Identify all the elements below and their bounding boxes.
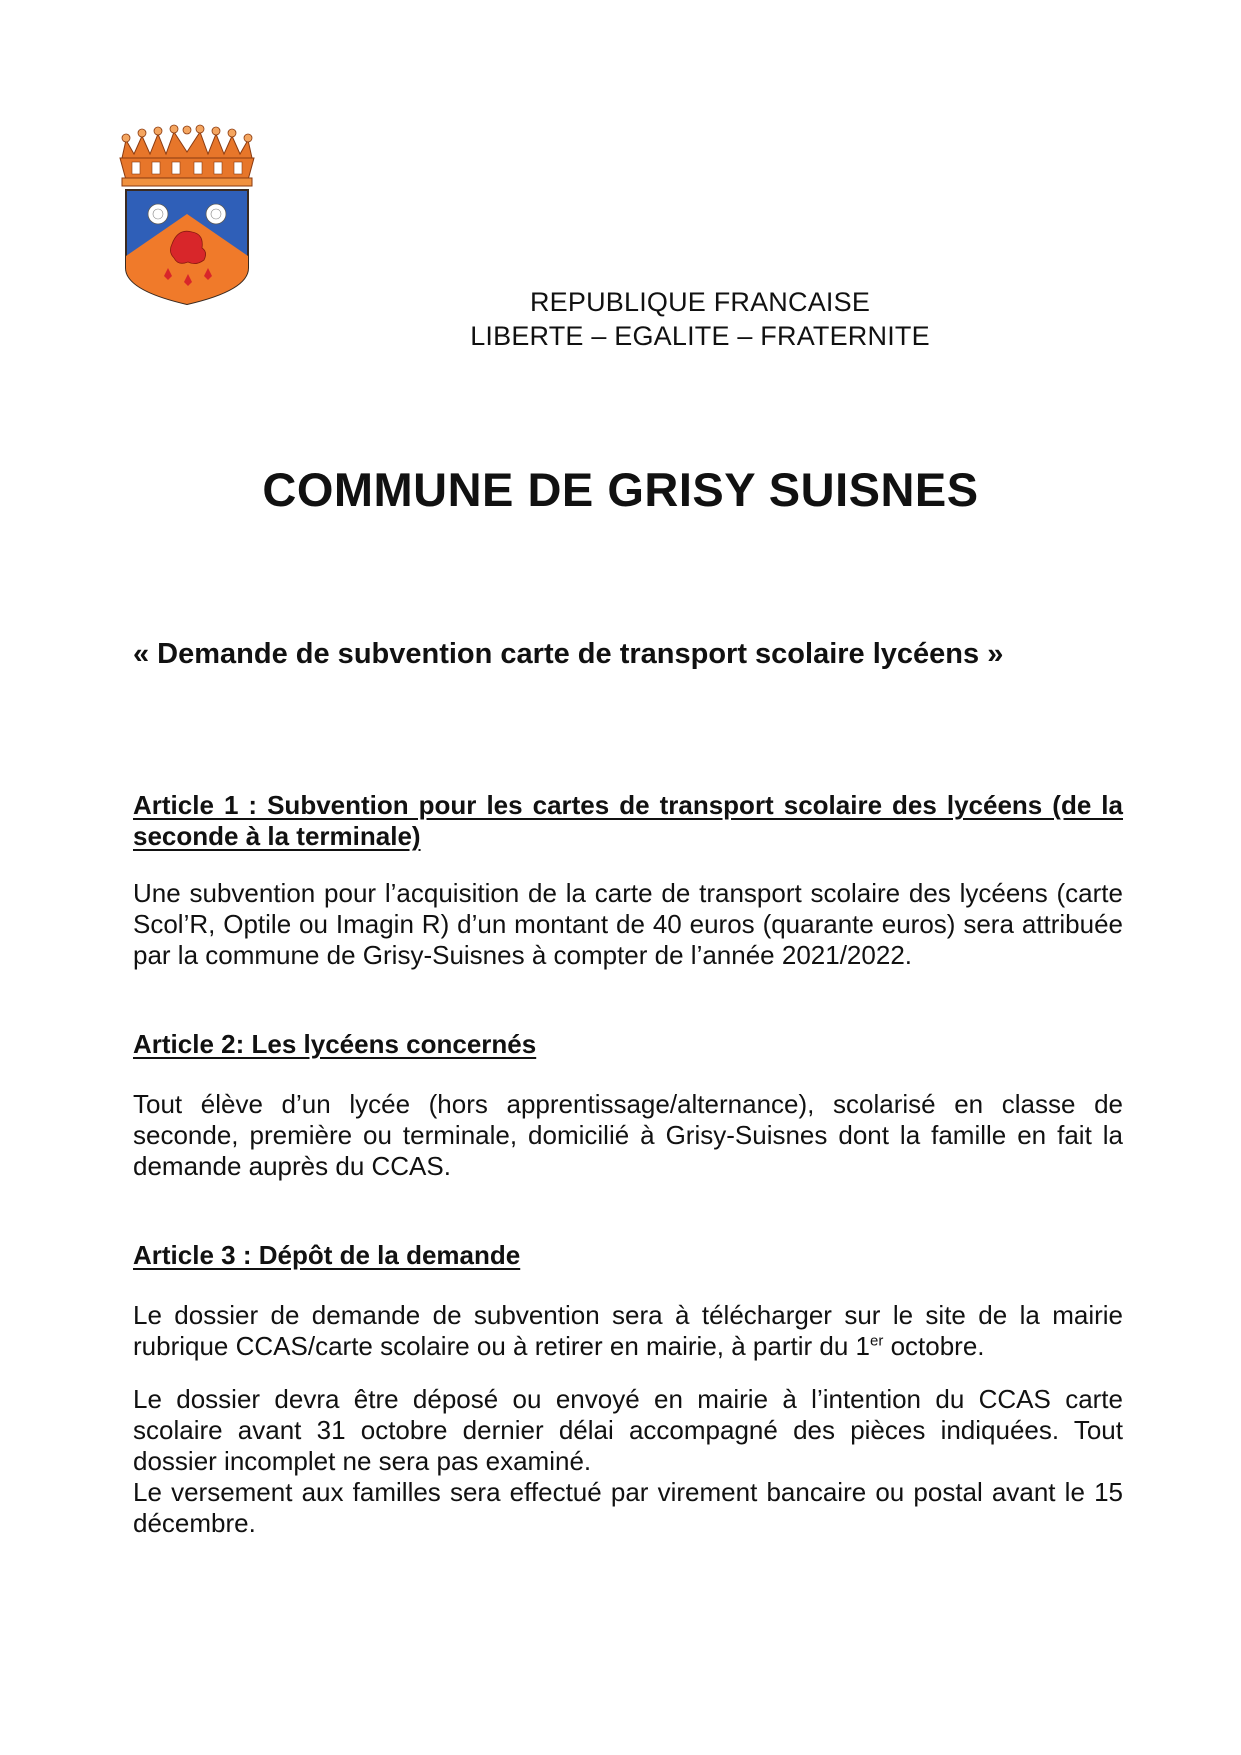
article-paragraph: Tout élève d’un lycée (hors apprentissage/alternance), scolarisé en classe de seconde, première ou terminale, domicilié à Grisy-Suisnes dont la famille en fait la demande auprès du CCAS. xyxy=(133,1089,1123,1181)
article-3 xyxy=(133,1240,1123,1539)
republic-line-1: REPUBLIQUE FRANCAISE xyxy=(529,287,871,317)
articles-section xyxy=(133,790,1123,1539)
page-title: COMMUNE DE GRISY SUISNES xyxy=(262,463,979,516)
coat-of-arms-icon xyxy=(112,118,262,308)
republic-header xyxy=(460,285,940,353)
article-paragraph: Le versement aux familles sera effectué par virement bancaire ou postal avant le 15 décembre. xyxy=(133,1477,1123,1538)
document-subtitle: « Demande de subvention carte de transport scolaire lycéens » xyxy=(133,638,1004,670)
republic-line-2: LIBERTE – EGALITE – FRATERNITE xyxy=(470,321,930,351)
article-2 xyxy=(133,1029,1123,1182)
article-paragraph: Le dossier devra être déposé ou envoyé en mairie à l’intention du CCAS carte scolaire avant 31 octobre dernier délai accompagné des pièces indiquées. Tout dossier incomplet ne sera pas examiné. xyxy=(133,1384,1123,1476)
article-heading: Article 3 : Dépôt de la demande xyxy=(133,1240,521,1270)
paragraph-text: Le dossier de demande de subvention sera à télécharger sur le site de la mairie rubrique CCAS/carte scolaire ou à retirer en mairie, à partir du 1 xyxy=(133,1300,1123,1361)
ordinal-suffix: er xyxy=(870,1332,884,1350)
article-heading: Article 1 : Subvention pour les cartes de transport scolaire des lycéens (de la seconde à la terminale) xyxy=(133,790,1123,851)
article-paragraph xyxy=(133,1300,1123,1362)
article-paragraph: Une subvention pour l’acquisition de la carte de transport scolaire des lycéens (carte Scol’R, Optile ou Imagin R) d’un montant de 40 euros (quarante euros) sera attribuée par la commune de Grisy-Suisnes à compter de l’année 2021/2022. xyxy=(133,878,1123,970)
paragraph-text: octobre. xyxy=(883,1331,985,1361)
article-1 xyxy=(133,790,1123,971)
article-heading: Article 2: Les lycéens concernés xyxy=(133,1029,537,1059)
